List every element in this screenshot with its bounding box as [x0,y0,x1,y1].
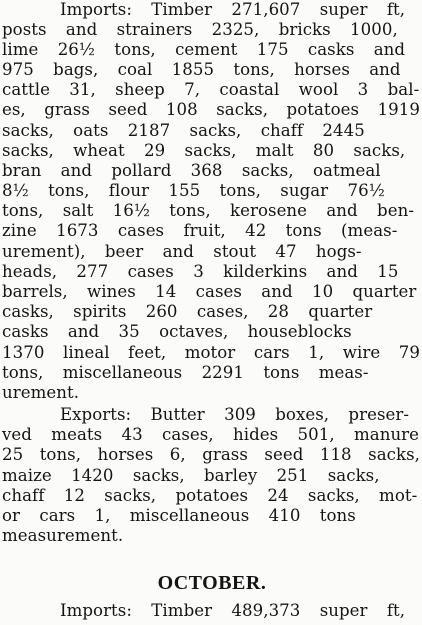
text-line: 8½ tons, flour 155 tons, sugar 76½ [2,181,385,200]
text-line: maize 1420 sacks, barley 251 sacks, [2,466,380,485]
text-line: sacks, oats 2187 sacks, chaff 2445 [2,121,365,140]
text-line: measurement. [2,526,124,545]
text-line: posts and strainers 2325, bricks 1000, [2,20,398,39]
text-line: ved meats 43 cases, hides 501, manure [2,425,420,444]
text-line: 1370 lineal feet, motor cars 1, wire 79 [2,343,420,362]
text-line: casks, spirits 260 cases, 28 quarter [2,302,373,321]
text-line: urement. [2,383,80,402]
text-line: cattle 31, sheep 7, coastal wool 3 bal- [2,80,420,99]
text-line: Exports: Butter 309 boxes, preser- [2,405,410,424]
text-line: Imports: Timber 271,607 super ft, [2,0,406,19]
text-line: urement), beer and stout 47 hogs- [2,242,362,261]
text-line: 975 bags, coal 1855 tons, horses and [2,60,401,79]
section-heading: OCTOBER. [157,572,267,594]
text-line: es, grass seed 108 sacks, potatoes 1919 [2,100,420,119]
text-line: barrels, wines 14 cases and 10 quarter [2,282,417,301]
text-line: zine 1673 cases fruit, 42 tons (meas- [2,221,398,240]
text-line: heads, 277 cases 3 kilderkins and 15 [2,262,399,281]
text-line: bran and pollard 368 sacks, oatmeal [2,161,381,180]
text-line: Imports: Timber 489,373 super ft, [2,601,406,620]
text-line: tons, salt 16½ tons, kerosene and ben- [2,201,414,220]
text-line: or cars 1, miscellaneous 410 tons [2,506,356,525]
text-line: chaff 12 sacks, potatoes 24 sacks, mot- [2,486,418,505]
text-line: sacks, wheat 29 sacks, malt 80 sacks, [2,141,406,160]
text-line: lime 26½ tons, cement 175 casks and [2,40,406,59]
text-line: casks and 35 octaves, houseblocks [2,322,352,341]
text-line: 25 tons, horses 6, grass seed 118 sacks, [2,445,420,464]
text-line: tons, miscellaneous 2291 tons meas- [2,363,369,382]
